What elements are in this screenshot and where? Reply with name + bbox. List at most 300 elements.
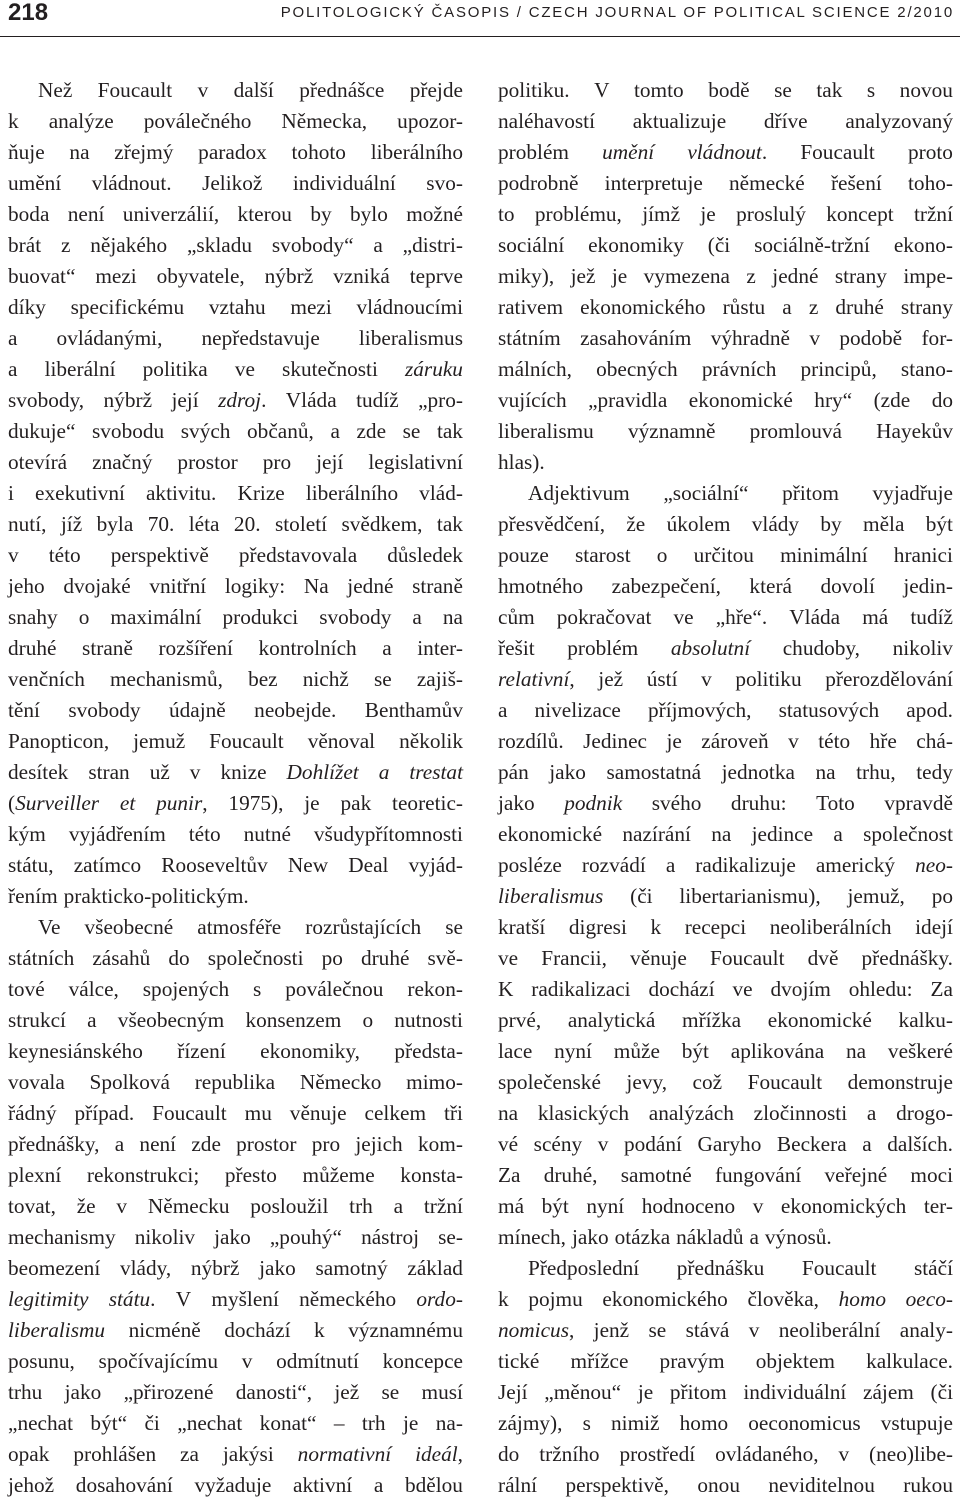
word: na: [442, 605, 463, 629]
word: konsta-: [400, 1163, 463, 1187]
word: určitou: [693, 543, 754, 567]
word: druhé,: [543, 1163, 598, 1187]
word: obyvatele,: [156, 264, 245, 288]
word: i: [8, 481, 14, 505]
word: relativní,: [498, 667, 575, 691]
word: z: [60, 233, 71, 257]
word: občanů,: [247, 419, 314, 443]
word: za: [180, 1442, 199, 1466]
word: má: [498, 1194, 525, 1218]
word: svobody: [319, 605, 392, 629]
word: samotný: [315, 1256, 388, 1280]
word: analýzách: [648, 1101, 734, 1125]
word: liberální: [44, 357, 116, 381]
word: otázka: [614, 1225, 671, 1249]
word: v: [752, 1194, 764, 1218]
word: díky: [8, 295, 46, 319]
word: pán: [498, 760, 529, 784]
word: digresi: [568, 915, 627, 939]
word: jíž: [60, 512, 83, 536]
text-line: [8, 571, 463, 602]
word: musí: [421, 1380, 463, 1404]
word: promlouvá: [749, 419, 842, 443]
word: přerozdělování: [825, 667, 953, 691]
text-line: [498, 1005, 953, 1036]
word: v: [197, 78, 209, 102]
word: jímž: [642, 202, 681, 226]
word: „pro-: [418, 388, 463, 412]
word: (Surveiller: [8, 791, 100, 815]
word: poválečnou: [285, 977, 384, 1001]
word: umění: [8, 171, 62, 195]
word: Benthamův: [364, 698, 463, 722]
word: bez: [248, 667, 278, 691]
word: nyní: [586, 1194, 625, 1218]
word: přejde: [409, 78, 463, 102]
word: zájmy),: [498, 1411, 563, 1435]
word: chá-: [916, 729, 953, 753]
word: a: [782, 295, 792, 319]
text-line: [8, 1315, 463, 1346]
word: mínech,: [498, 1225, 567, 1249]
word: v: [788, 729, 799, 753]
word: homo: [838, 1287, 886, 1311]
word: léta: [188, 512, 220, 536]
word: V: [175, 1287, 192, 1311]
word: nazírání: [622, 822, 691, 846]
text-line: [498, 943, 953, 974]
word: stran: [88, 760, 130, 784]
word: perspektivě,: [565, 1473, 669, 1497]
word: rekon-: [407, 977, 463, 1001]
word: vztahu: [208, 295, 266, 319]
word: že: [76, 1194, 96, 1218]
word: zločinnosti: [753, 1101, 848, 1125]
word: neoliberální: [778, 1318, 881, 1342]
word: věnoval: [307, 729, 376, 753]
text-line: [498, 137, 953, 168]
word: svě-: [427, 946, 463, 970]
word: posléze: [498, 853, 562, 877]
word: celkem: [364, 1101, 427, 1125]
word: právních: [701, 357, 777, 381]
text-line: [498, 1160, 953, 1191]
word: této: [188, 822, 221, 846]
word: jako: [64, 1380, 102, 1404]
word: ekonomických: [780, 1194, 907, 1218]
word: 20.: [233, 512, 261, 536]
word: stáčí: [913, 1256, 953, 1280]
word: o: [656, 543, 668, 567]
word: klasických: [537, 1101, 629, 1125]
word: danosti“,: [235, 1380, 313, 1404]
word: jeho: [8, 574, 45, 598]
word: analýze: [48, 109, 114, 133]
text-line: [498, 75, 953, 106]
word: zřejmý: [114, 140, 174, 164]
word: státu.: [108, 1287, 156, 1311]
text-line: [498, 695, 953, 726]
word: tak: [816, 78, 843, 102]
word: liberalismus: [498, 884, 604, 908]
text-line: [498, 323, 953, 354]
word: politika: [142, 357, 208, 381]
word: prostředí: [619, 1442, 696, 1466]
text-line: [498, 881, 953, 912]
word: neo-: [915, 853, 953, 877]
word: legislativní: [368, 450, 463, 474]
word: s: [866, 78, 876, 102]
word: exekutivní: [35, 481, 125, 505]
word: nutnosti: [394, 1008, 463, 1032]
word: a: [373, 1473, 384, 1497]
word: Foucault: [709, 946, 785, 970]
word: ordo-: [416, 1287, 463, 1311]
word: teoretic-: [392, 791, 463, 815]
word: významně: [627, 419, 716, 443]
word: na: [69, 140, 90, 164]
word: liberálního: [370, 140, 463, 164]
word: ekonomického: [580, 295, 706, 319]
text-line: [8, 1005, 463, 1036]
word: kým: [8, 822, 46, 846]
text-line: [498, 1408, 953, 1439]
word: „distri-: [402, 233, 463, 257]
word: „nechat: [8, 1411, 74, 1435]
word: mřížka: [682, 1008, 742, 1032]
word: hmotného: [498, 574, 584, 598]
text-line: [498, 509, 953, 540]
word: jedin-: [903, 574, 953, 598]
header-rule: [0, 36, 960, 37]
word: bylo: [349, 202, 388, 226]
word: o: [78, 605, 90, 629]
word: další: [233, 78, 274, 102]
word: statusových: [778, 698, 880, 722]
word: opak: [8, 1442, 50, 1466]
word: cům: [498, 605, 535, 629]
word: Foucault: [800, 140, 875, 164]
text-line: [8, 292, 463, 323]
word: a: [498, 698, 508, 722]
word: a: [382, 636, 392, 660]
word: Panopticon,: [8, 729, 110, 753]
word: strukcí: [8, 1008, 66, 1032]
word: specifickému: [70, 295, 185, 319]
word: normativní: [297, 1442, 392, 1466]
word: v: [701, 667, 712, 691]
word: ovládaného,: [715, 1442, 819, 1466]
word: k: [650, 915, 662, 939]
word: tržní: [913, 202, 953, 226]
word: chudoby,: [782, 636, 861, 660]
word: rozrůstajících: [305, 915, 422, 939]
word: ekonomické: [688, 388, 793, 412]
word: Foucault: [152, 1101, 227, 1125]
word: se: [373, 667, 392, 691]
word: K: [498, 977, 514, 1001]
word: výnosů.: [764, 1225, 832, 1249]
word: přitom: [782, 481, 839, 505]
word: a: [833, 822, 843, 846]
word: Za: [930, 977, 953, 1001]
text-line: [498, 106, 953, 137]
word: dovolí: [820, 574, 875, 598]
word: demonstruje: [847, 1070, 953, 1094]
word: z: [746, 264, 756, 288]
word: apod.: [906, 698, 953, 722]
text-line: [8, 447, 463, 478]
text-line: [8, 230, 463, 261]
text-line: [8, 137, 463, 168]
word: řením: [8, 884, 58, 908]
word: společenské: [498, 1070, 601, 1094]
word: svých: [180, 419, 231, 443]
word: dochází: [224, 1318, 291, 1342]
word: dosahování: [75, 1473, 173, 1497]
text-line: [8, 323, 463, 354]
word: mechanismů,: [109, 667, 223, 691]
word: kalku-: [898, 1008, 953, 1032]
word: přesto: [224, 1163, 277, 1187]
word: válce,: [68, 977, 119, 1001]
word: vstupuje: [880, 1411, 953, 1435]
word: principů,: [800, 357, 877, 381]
word: mezi: [290, 295, 332, 319]
word: toho-: [908, 171, 953, 195]
word: Její: [498, 1380, 528, 1404]
word: a: [862, 1132, 872, 1156]
word: teprve: [409, 264, 463, 288]
word: z: [808, 295, 819, 319]
word: německého: [299, 1287, 397, 1311]
text-line: [498, 354, 953, 385]
word: po: [321, 946, 343, 970]
word: straně: [412, 574, 463, 598]
word: kontrolních: [258, 636, 357, 660]
word: –: [333, 1411, 345, 1435]
word: jakýsi: [222, 1442, 274, 1466]
word: dvojím: [770, 977, 831, 1001]
word: se: [445, 915, 463, 939]
text-line: [498, 1315, 953, 1346]
word: má: [862, 605, 889, 629]
right-column: [498, 75, 953, 1501]
word: dukuje“: [8, 419, 76, 443]
word: spojených: [142, 977, 230, 1001]
word: pojmu: [528, 1287, 583, 1311]
word: je: [304, 791, 320, 815]
word: pokračovat: [556, 605, 652, 629]
word: všeobecné: [84, 915, 174, 939]
word: věnuje: [630, 946, 687, 970]
text-line: [498, 540, 953, 571]
word: jež: [334, 1380, 360, 1404]
text-line: [498, 1470, 953, 1501]
text-line: [8, 1439, 463, 1470]
word: Za: [498, 1163, 521, 1187]
text-line: [8, 1253, 463, 1284]
word: ekonomické: [498, 822, 603, 846]
word: tržní: [423, 1194, 463, 1218]
word: skutečnosti: [282, 357, 378, 381]
word: radikalizaci: [531, 977, 631, 1001]
text-line: [498, 571, 953, 602]
word: zdroj.: [218, 388, 267, 412]
word: problém: [567, 636, 639, 660]
word: nikoliv: [134, 1225, 196, 1249]
text-line: [498, 1067, 953, 1098]
word: na: [711, 822, 732, 846]
text-line: [8, 540, 463, 571]
word: „pravidla: [588, 388, 668, 412]
text-line: [8, 881, 463, 912]
word: přednášky,: [8, 1132, 100, 1156]
word: Foucault: [747, 1070, 823, 1094]
word: nikoliv: [892, 636, 953, 660]
word: trhu: [8, 1380, 43, 1404]
word: se: [402, 419, 421, 443]
word: společnosti: [207, 946, 304, 970]
word: zde: [191, 1132, 221, 1156]
text-line: [498, 1098, 953, 1129]
word: ekono-: [893, 233, 953, 257]
word: inter-: [417, 636, 463, 660]
word: nýbrž: [264, 264, 314, 288]
word: vlády,: [119, 1256, 172, 1280]
word: posloužil: [250, 1194, 329, 1218]
word: k: [8, 109, 19, 133]
text-line: [498, 199, 953, 230]
word: se-: [438, 1225, 463, 1249]
word: nivelizace: [534, 698, 621, 722]
word: ekonomického: [602, 1287, 728, 1311]
word: hlas).: [498, 450, 545, 474]
word: Garyho: [697, 1132, 762, 1156]
word: jedné: [772, 264, 819, 288]
word: hře: [869, 729, 897, 753]
text-line: [8, 912, 463, 943]
word: vyjád-: [408, 853, 463, 877]
word: (či: [707, 233, 731, 257]
word: a: [8, 357, 18, 381]
word: o: [362, 1008, 374, 1032]
word: americký: [815, 853, 896, 877]
word: paradox: [198, 140, 267, 164]
word: plexní: [8, 1163, 62, 1187]
word: jako: [571, 1225, 609, 1249]
text-line: [498, 230, 953, 261]
word: tudíž: [356, 388, 399, 412]
word: lace: [498, 1039, 533, 1063]
text-line: [8, 354, 463, 385]
word: která: [749, 574, 792, 598]
word: do: [498, 1442, 520, 1466]
word: Německu: [147, 1194, 230, 1218]
word: svědkem,: [341, 512, 423, 536]
word: a: [378, 760, 390, 784]
word: jedince: [751, 822, 814, 846]
text-line: [498, 1439, 953, 1470]
word: trh: [361, 1411, 386, 1435]
text-line: [8, 1346, 463, 1377]
word: vovala: [8, 1070, 65, 1094]
text-line: [498, 1191, 953, 1222]
word: v: [8, 543, 19, 567]
word: a: [114, 1132, 125, 1156]
word: v: [838, 1442, 850, 1466]
text-line: [8, 1377, 463, 1408]
word: buovat“: [8, 264, 76, 288]
word: analyzovaný: [845, 109, 953, 133]
word: problému,: [534, 202, 622, 226]
word: do: [168, 946, 190, 970]
left-column: [8, 75, 463, 1501]
word: trh: [349, 1194, 373, 1218]
word: jako: [498, 791, 535, 815]
word: ter-: [923, 1194, 953, 1218]
word: New: [287, 853, 329, 877]
word: mřížce: [570, 1349, 629, 1373]
word: Krize: [237, 481, 285, 505]
word: onou: [697, 1473, 740, 1497]
word: jako: [549, 760, 586, 784]
word: posunu,: [8, 1349, 75, 1373]
word: otevírá: [8, 450, 68, 474]
text-line: [498, 850, 953, 881]
text-line: [8, 106, 463, 137]
word: vujících: [498, 388, 567, 412]
word: druhé: [360, 946, 410, 970]
word: ideál,: [415, 1442, 463, 1466]
word: nýbrž: [103, 388, 153, 412]
word: ovládanými,: [56, 326, 163, 350]
word: ekonomické: [767, 1008, 872, 1032]
word: punir,: [156, 791, 208, 815]
text-line: [498, 757, 953, 788]
word: koncept: [826, 202, 894, 226]
text-line: [498, 1284, 953, 1315]
text-line: [498, 1377, 953, 1408]
word: na: [846, 1039, 867, 1063]
word: a: [330, 419, 340, 443]
word: „nechat: [177, 1411, 243, 1435]
word: rekonstrukci;: [86, 1163, 200, 1187]
word: zatímco: [73, 853, 142, 877]
word: nákladů: [676, 1225, 744, 1249]
word: liberalismu: [498, 419, 594, 443]
word: Francii,: [541, 946, 607, 970]
word: scény: [533, 1132, 583, 1156]
word: zároveň: [701, 729, 769, 753]
word: v: [597, 1132, 609, 1156]
word: atmosféře: [197, 915, 282, 939]
word: být: [681, 1039, 709, 1063]
word: aktivitu.: [145, 481, 217, 505]
word: řízení: [177, 1039, 226, 1063]
word: tedy: [916, 760, 953, 784]
word: vpravdě: [884, 791, 953, 815]
word: oeconomicus: [748, 1411, 861, 1435]
word: je: [700, 202, 716, 226]
word: zájem: [863, 1380, 914, 1404]
word: impe-: [903, 264, 953, 288]
word: tak: [436, 512, 463, 536]
word: mu: [244, 1101, 272, 1125]
word: přednášky.: [861, 946, 953, 970]
word: libertarianismu),: [679, 884, 821, 908]
word: trhu,: [856, 760, 896, 784]
